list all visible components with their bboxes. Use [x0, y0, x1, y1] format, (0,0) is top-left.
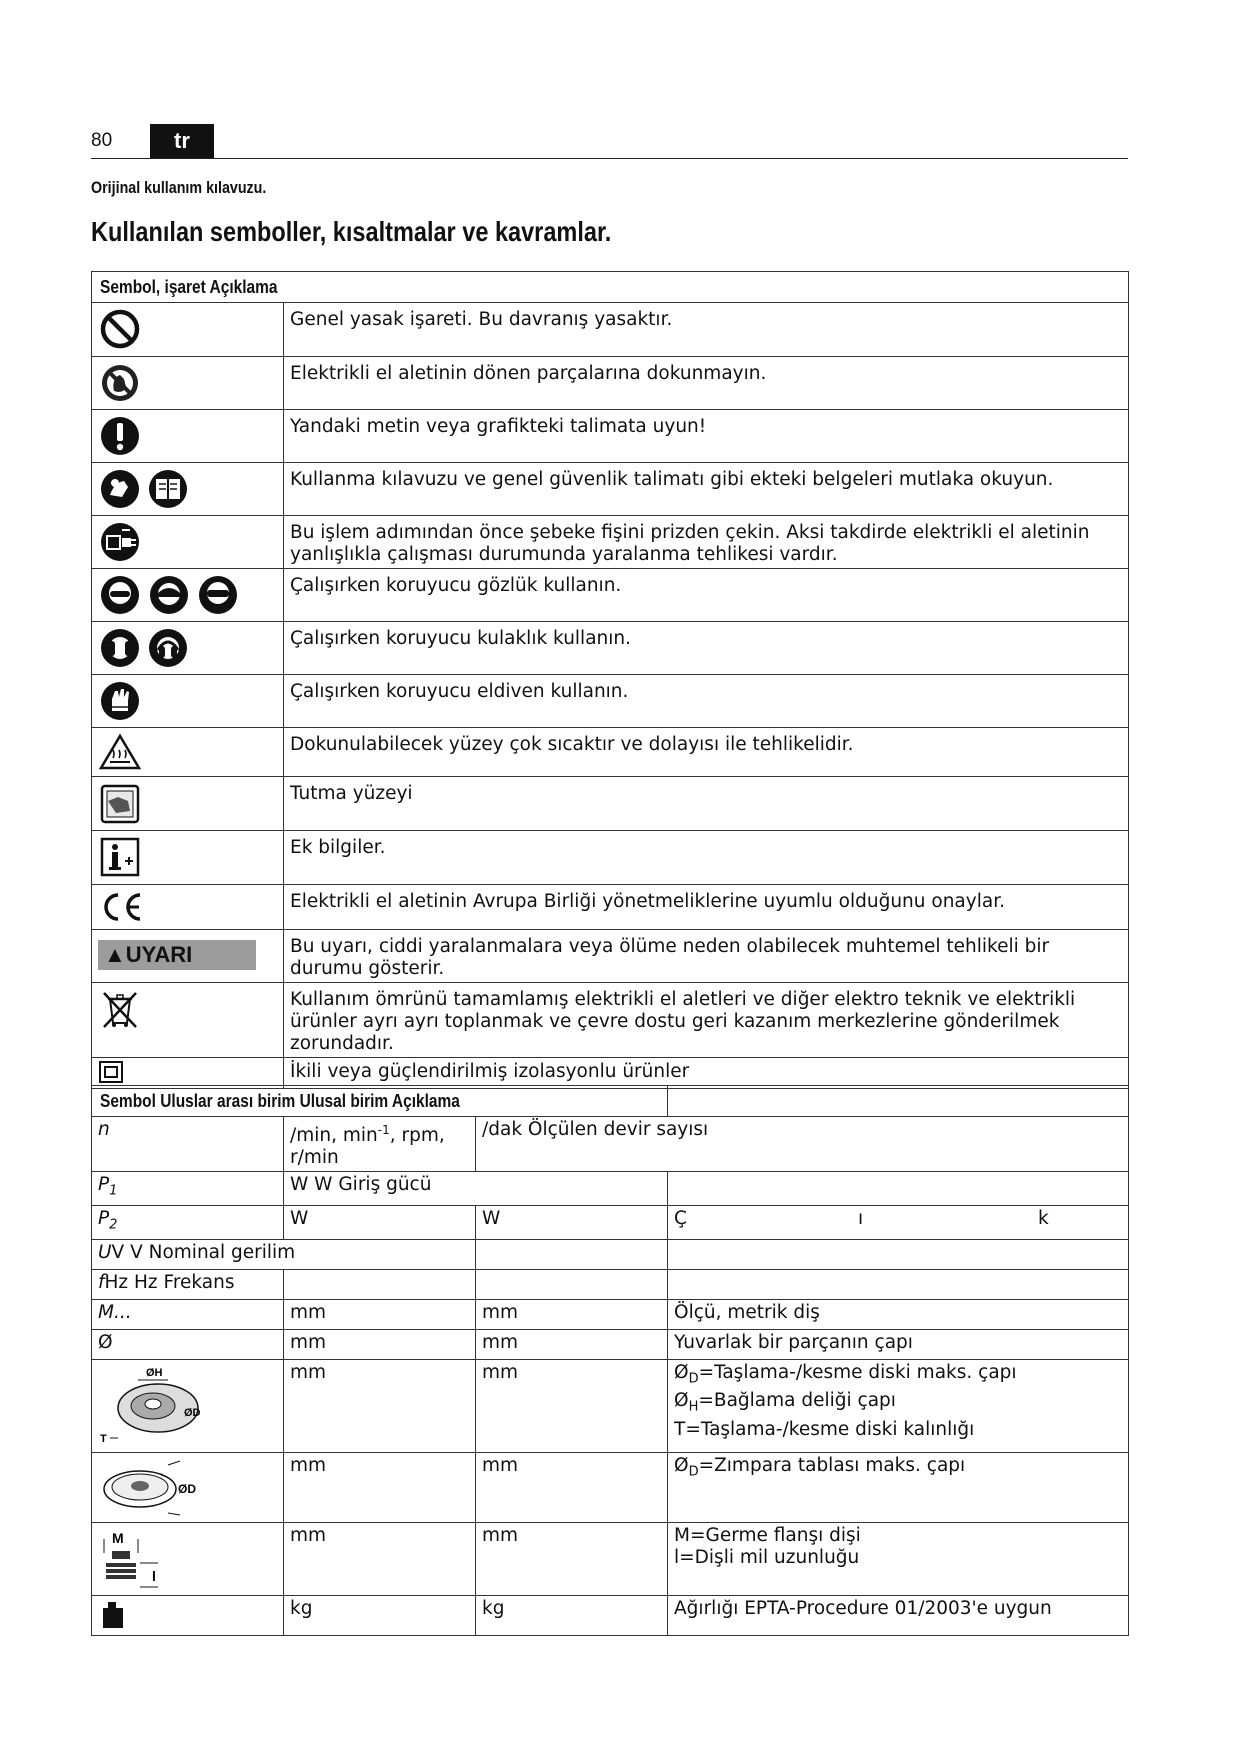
weee-bin-icon	[98, 987, 142, 1031]
table-row	[92, 1117, 1129, 1172]
document-subtitle: Orijinal kullanım kılavuzu.	[91, 178, 267, 197]
table-row	[92, 930, 1129, 983]
page-title: Kullanılan semboller, kısaltmalar ve kavramlar.	[91, 216, 612, 247]
prohibition-icon	[98, 307, 142, 351]
table-row	[92, 463, 1129, 516]
intl-unit: W	[284, 1205, 476, 1239]
symbol-description: Elektrikli el aletinin dönen parçalarına dokunmayın.	[284, 357, 1129, 410]
intl-unit: kg	[284, 1595, 476, 1635]
symbol-description: İkili veya güçlendirilmiş izolasyonlu ürünler	[284, 1058, 1129, 1089]
symbol-description: Genel yasak işareti. Bu davranış yasaktır.	[284, 303, 1129, 357]
table-row	[92, 1299, 1129, 1329]
gloves-icon	[98, 679, 142, 723]
table-row	[92, 1172, 1129, 1206]
svg-text:ØD: ØD	[184, 1406, 201, 1419]
symbol-description: Elektrikli el aletinin Avrupa Birliği yönetmeliklerine uyumlu olduğunu onaylar.	[284, 885, 1129, 930]
national-unit: mm	[476, 1522, 668, 1595]
svg-text:ØH: ØH	[146, 1366, 163, 1379]
unit-description: Yuvarlak bir parçanın çapı	[668, 1329, 1129, 1359]
unit-symbol: $P_2$	[92, 1205, 284, 1239]
table-row	[92, 1595, 1129, 1635]
units-table-header: Sembol Uluslar arası birim Ulusal birim Açıklama	[92, 1086, 668, 1117]
table-row	[92, 1239, 1129, 1269]
flange-spindle-diagram	[98, 1527, 168, 1591]
unit-symbol: $P_1$	[92, 1172, 284, 1206]
hot-surface-icon	[98, 732, 142, 772]
table-row	[92, 1359, 1129, 1452]
table-row	[92, 622, 1129, 675]
intl-unit: mm	[284, 1452, 476, 1522]
unit-description: $Ø_D=Zımpara$ tablası maks. çapı	[668, 1452, 1129, 1522]
national-unit: kg	[476, 1595, 668, 1635]
intl-unit: mm	[284, 1522, 476, 1595]
symbol-description: Kullanma kılavuzu ve genel güvenlik talimatı gibi ekteki belgeleri mutlaka okuyun.	[284, 463, 1129, 516]
symbol-description: Yandaki metin veya grafikteki talimata uyun!	[284, 410, 1129, 463]
unit-symbol: n	[92, 1117, 284, 1172]
national-unit: W	[476, 1205, 668, 1239]
svg-text:M: M	[112, 1529, 124, 1546]
weight-icon	[98, 1600, 128, 1630]
table-row	[92, 516, 1129, 569]
svg-text:l: l	[152, 1567, 156, 1584]
exclamation-icon	[98, 414, 142, 458]
table-row	[92, 1452, 1129, 1522]
unit-description: Ağırlığı EPTA-Procedure 01/2003'e uygun	[668, 1595, 1129, 1635]
intl-unit: /min, $\min^{-1}$, rpm, r/min	[284, 1117, 476, 1172]
symbol-description: Çalışırken koruyucu kulaklık kullanın.	[284, 622, 1129, 675]
ce-mark-icon	[98, 889, 148, 925]
unit-desc: fHz Hz Frekans	[92, 1269, 284, 1299]
svg-text:T: T	[100, 1432, 107, 1445]
warning-triangle-icon: ▲	[104, 942, 126, 967]
units-table	[91, 1085, 1129, 1636]
table-row	[92, 357, 1129, 410]
symbol-description: Çalışırken koruyucu gözlük kullanın.	[284, 569, 1129, 622]
unit-description: M=Germe flanşı dişi l=Dişli mil uzunluğu	[668, 1522, 1129, 1595]
symbols-table	[91, 271, 1129, 1089]
sanding-pad-diagram	[98, 1457, 208, 1517]
symbol-description: Tutma yüzeyi	[284, 777, 1129, 831]
unit-symbol: Ø	[92, 1329, 284, 1359]
table-row	[92, 1058, 1129, 1089]
symbol-description: Bu işlem adımından önce şebeke fişini prizden çekin. Aksi takdirde elektrikli el aletinin yanlışlıkla çalışması durumunda yaralanma tehlikesi vardır.	[284, 516, 1129, 569]
table-row	[92, 410, 1129, 463]
unit-symbol: M...	[92, 1299, 284, 1329]
svg-text:ØD: ØD	[178, 1481, 196, 1496]
unit-description: Ölçü, metrik diş	[668, 1299, 1129, 1329]
double-insulation-icon	[98, 1060, 124, 1084]
national-unit: mm	[476, 1329, 668, 1359]
page-number: 80	[91, 130, 113, 151]
warning-badge: ▲UYARI	[98, 940, 256, 970]
national-unit: mm	[476, 1452, 668, 1522]
national-unit-desc: /dak Ölçülen devir sayısı	[476, 1117, 1129, 1172]
table-row	[92, 728, 1129, 777]
ear-protection-icon	[98, 626, 192, 670]
no-touch-icon	[98, 361, 142, 405]
unit-description: Ç ı k	[668, 1205, 1129, 1239]
table-row	[92, 885, 1129, 930]
table-row	[92, 831, 1129, 885]
symbol-description: Çalışırken koruyucu eldiven kullanın.	[284, 675, 1129, 728]
unit-description: $Ø_D=Taşlama-$/kesme diski maks. çapı $Ø_H=Bağlama$ deliği çapı T=Taşlama-/kesme diski kalınlığı	[668, 1359, 1129, 1452]
symbols-table-header: Sembol, işaret Açıklama	[92, 272, 1129, 303]
intl-unit: mm	[284, 1359, 476, 1452]
safety-goggles-icon	[98, 573, 242, 617]
symbol-description: Kullanım ömrünü tamamlamış elektrikli el aletleri ve diğer elektro teknik ve elektrikli ürünler ayrı ayrı toplanmak ve çevre dostu geri kazanım merkezlerine gönderilmek zorundadır.	[284, 983, 1129, 1058]
unplug-icon	[98, 520, 142, 564]
grip-surface-icon	[98, 781, 142, 825]
table-row	[92, 1269, 1129, 1299]
language-tag: tr	[150, 124, 214, 158]
national-unit: mm	[476, 1299, 668, 1329]
table-row	[92, 1329, 1129, 1359]
table-row	[92, 983, 1129, 1058]
table-row	[92, 303, 1129, 357]
symbol-description: Ek bilgiler.	[284, 831, 1129, 885]
header-rule	[91, 158, 1128, 159]
national-unit: mm	[476, 1359, 668, 1452]
intl-unit: mm	[284, 1299, 476, 1329]
grinding-disc-diagram	[98, 1364, 208, 1448]
table-row	[92, 777, 1129, 831]
table-row	[92, 675, 1129, 728]
table-header-row	[92, 1086, 1129, 1117]
table-header-row	[92, 272, 1129, 303]
unit-desc: W W Giriş gücü	[284, 1172, 668, 1206]
read-manual-icon	[98, 467, 192, 511]
intl-unit: mm	[284, 1329, 476, 1359]
table-row	[92, 1522, 1129, 1595]
table-row	[92, 1205, 1129, 1239]
symbol-description: Bu uyarı, ciddi yaralanmalara veya ölüme neden olabilecek muhtemel tehlikeli bir durumu gösterir.	[284, 930, 1129, 983]
info-icon	[98, 835, 142, 879]
table-row	[92, 569, 1129, 622]
unit-desc: UV V Nominal gerilim	[92, 1239, 476, 1269]
symbol-description: Dokunulabilecek yüzey çok sıcaktır ve dolayısı ile tehlikelidir.	[284, 728, 1129, 777]
